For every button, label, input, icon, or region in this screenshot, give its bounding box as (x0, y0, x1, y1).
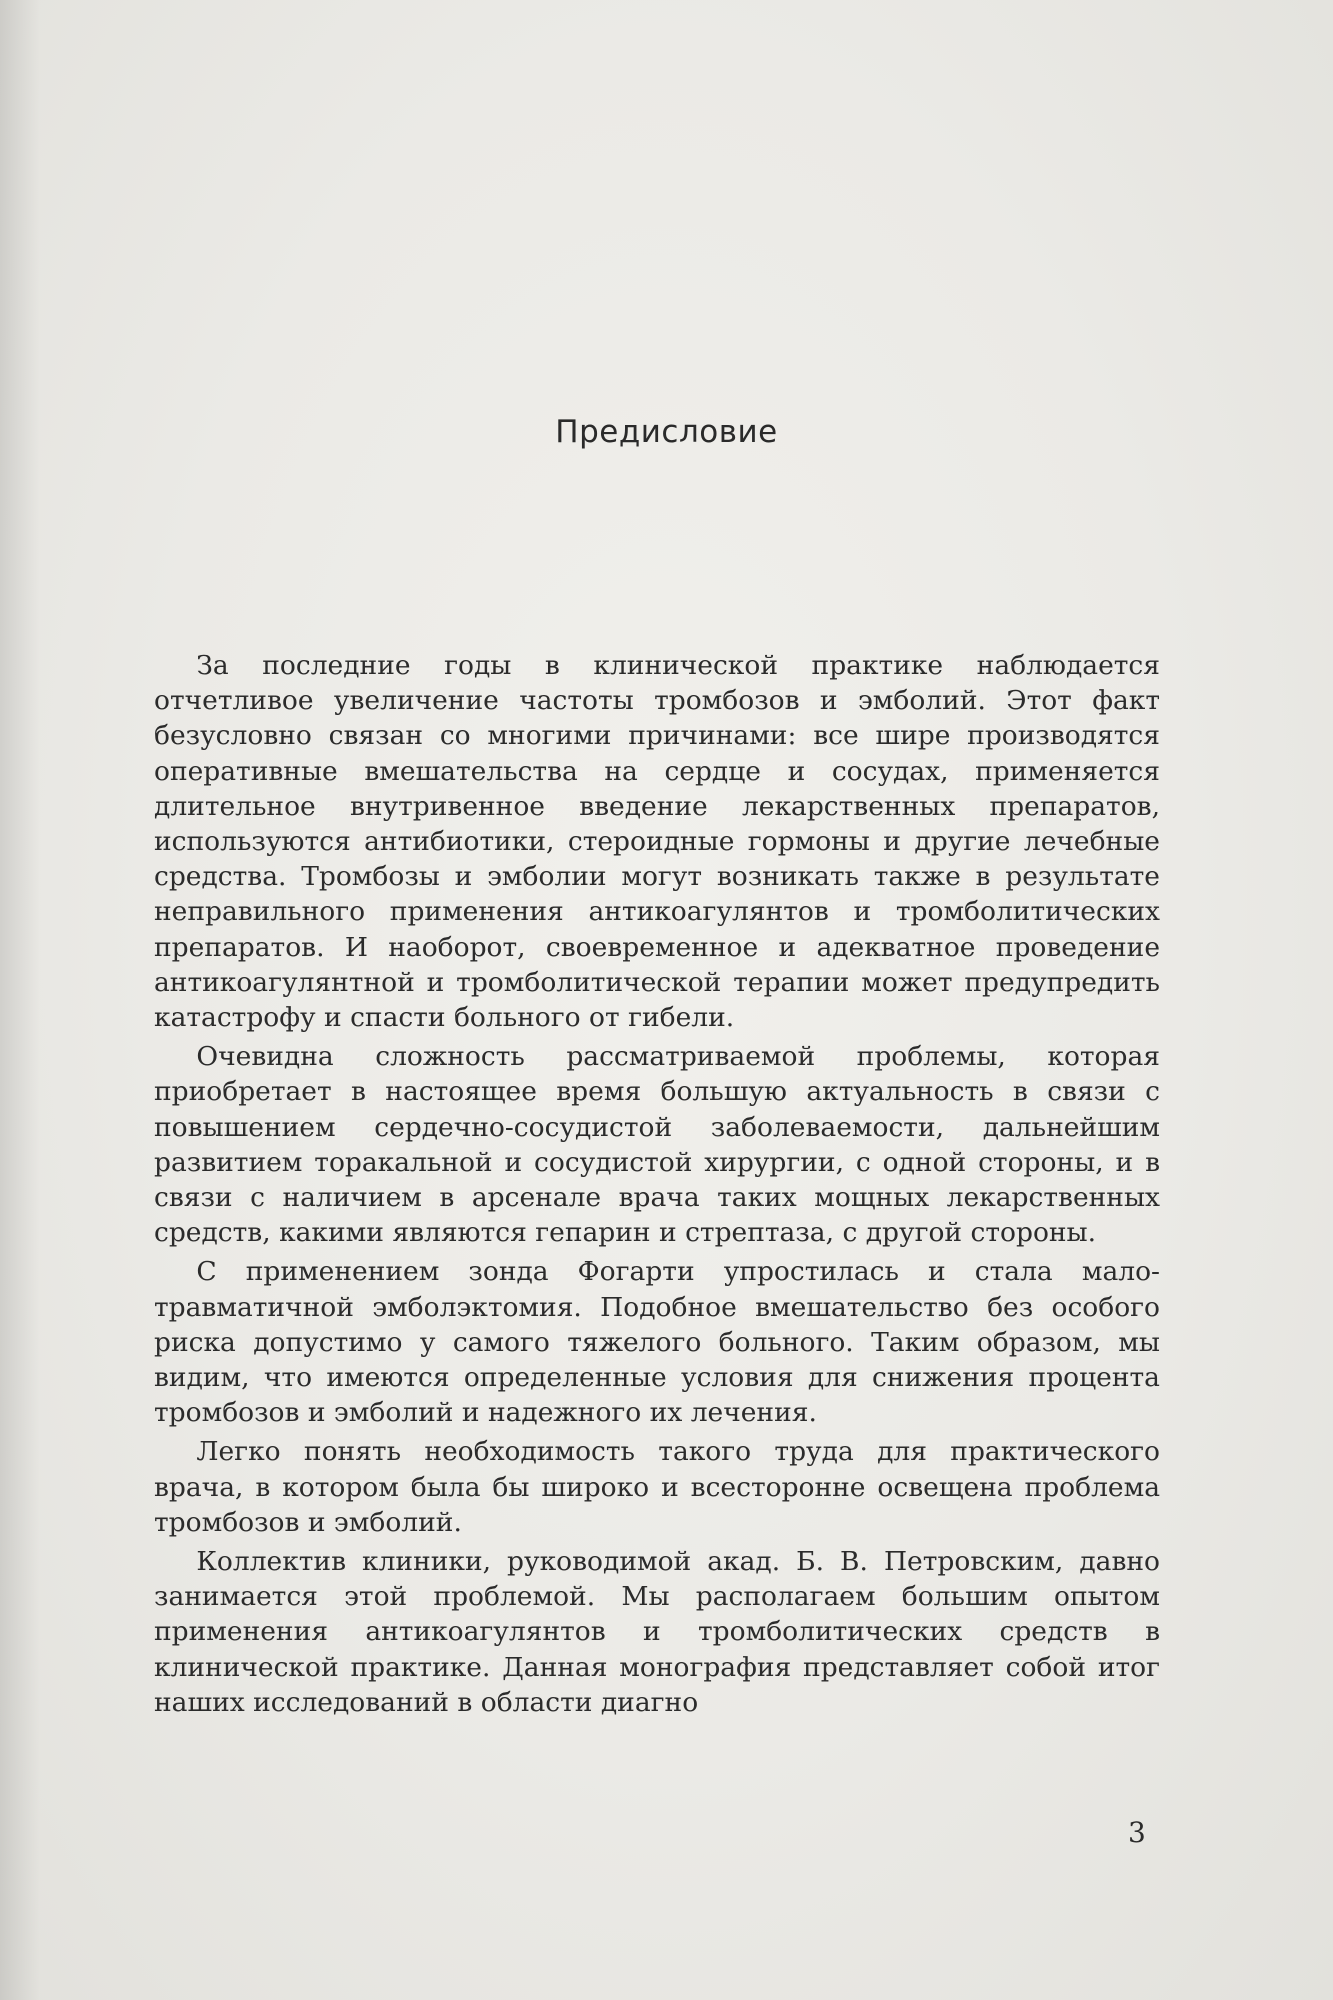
paragraph: Легко понять необходимость такого труда для практического врача, в котором была бы широко и всесторонне освещена проблема тромбозов и эмболий. (154, 1436, 1160, 1538)
page-title: Предисловие (555, 414, 778, 450)
paragraph: С применением зонда Фогарти упростилась и стала малотравматичной эмболэктомия. Подобное вмешательство без особого риска допустимо у самого тяжелого больного. Таким образом, мы видим, что имеются определенные условия для снижения процента тромбозов и эмболий и надежного их лечения. (154, 1256, 1160, 1429)
page-edge-shadow (0, 0, 40, 2000)
paragraph: Очевидна сложность рассматриваемой проблемы, которая приобретает в настоящее время большую актуальность в связи с повышением сердечно-сосудистой заболеваемости, дальнейшим развитием торакальной и сосудистой хирургии, с одной стороны, и в связи с наличием в арсенале врача таких мощных лекарственных средств, какими являются гепарин и стрептаза, с другой стороны. (154, 1041, 1160, 1249)
body-text (154, 648, 1160, 1724)
page-number: 3 (1128, 1816, 1146, 1849)
paragraph: За последние годы в клинической практике наблюдается отчетливое увеличение частоты тромбозов и эмболий. Этот факт безусловно связан со многими причинами: все шире производятся оперативные вмешательства на сердце и сосудах, применяется длительное внутривенное введение лекарственных препаратов, используются антибиотики, стероидные гормоны и другие лечебные средства. Тромбозы и эмболии могут возникать также в результате неправильного применения антикоагулянтов и тромболитических препаратов. И наоборот, своевременное и адекватное проведение антикоагулянтной и тромболитической терапии может предупредить катастрофу и спасти больного от гибели. (154, 650, 1160, 1034)
paragraph: Коллектив клиники, руководимой акад. Б. В. Петровским, давно занимается этой проблемой. Мы располагаем большим опытом применения антикоагулянтов и тромболитических средств в клинической практике. Данная монография представляет собой итог наших исследований в области диагно (154, 1546, 1160, 1718)
